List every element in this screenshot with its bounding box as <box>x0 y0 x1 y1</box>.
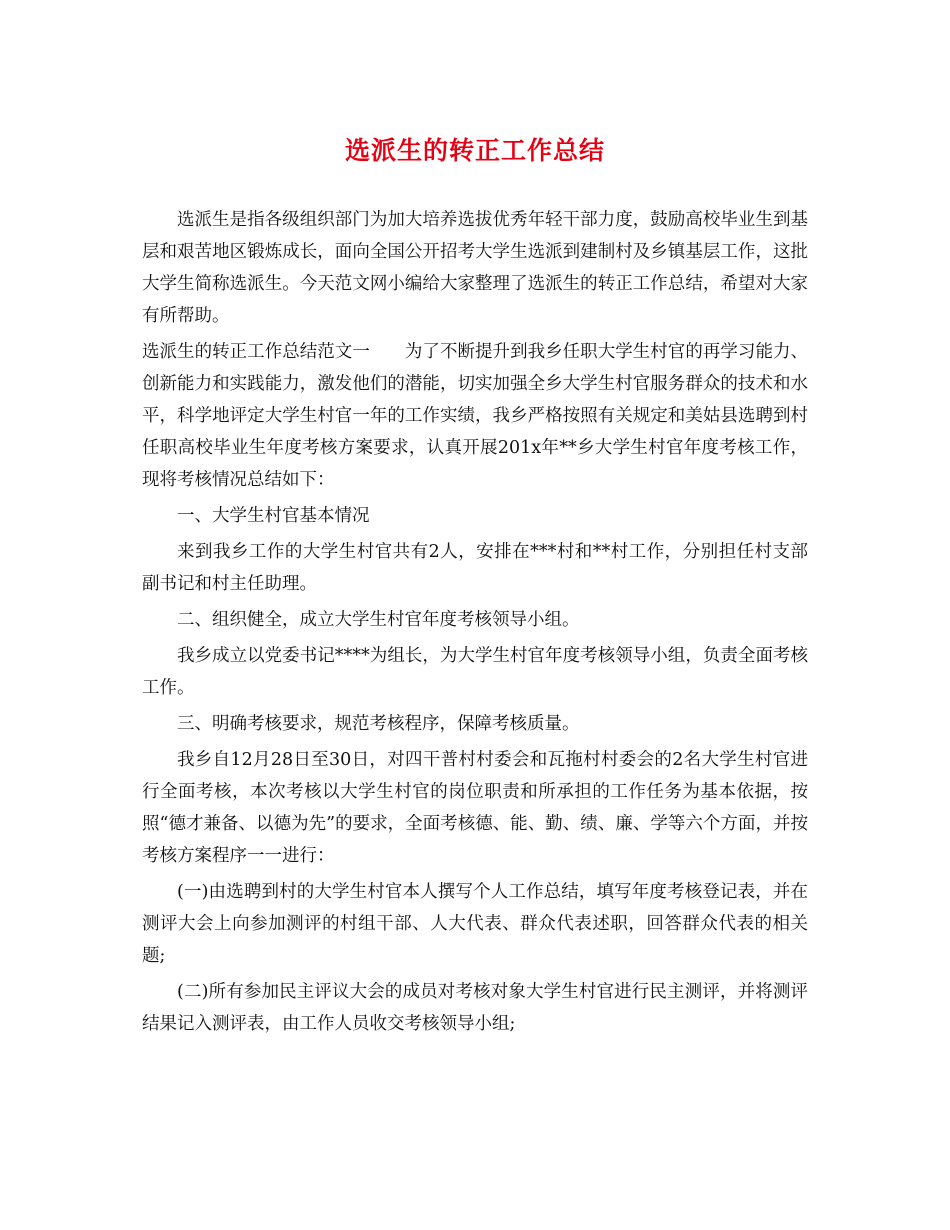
heading-section-one: 一、大学生村官基本情况 <box>177 506 370 526</box>
paragraph-sample-one: 选派生的转正工作总结范文一 为了不断提升到我乡任职大学生村官的再学习能力、创新能力和实践能力，激发他们的潜能，切实加强全乡大学生村官服务群众的技术和水平，科学地评定大学生村官一年的工作实绩，我乡严格按照有关规定和美姑县选聘到村任职高校毕业生年度考核方案要求，认真开展201x年**乡大学生村官年度考核工作，现将考核情况总结如下： <box>142 342 808 490</box>
paragraph-assessment: 我乡自12月28日至30日，对四干普村村委会和瓦拖村村委会的2名大学生村官进行全面考核，本次考核以大学生村官的岗位职责和所承担的工作任务为基本依据，按照“德才兼备、以德为先”的要求，全面考核德、能、勤、绩、廉、学等六个方面，并按考核方案程序一一进行： <box>142 750 808 866</box>
heading-section-three: 三、明确考核要求，规范考核程序，保障考核质量。 <box>177 714 580 734</box>
document-body <box>142 204 808 1044</box>
paragraph-intro: 选派生是指各级组织部门为加大培养选拔优秀年轻干部力度，鼓励高校毕业生到基层和艰苦地区锻炼成长，面向全国公开招考大学生选派到建制村及乡镇基层工作，这批大学生简称选派生。今天范文网小编给大家整理了选派生的转正工作总结，希望对大家有所帮助。 <box>142 210 808 326</box>
paragraph-basic-info: 来到我乡工作的大学生村官共有2人，安排在***村和**村工作，分别担任村支部副书记和村主任助理。 <box>142 542 808 594</box>
paragraph-leadership-group: 我乡成立以党委书记****为组长，为大学生村官年度考核领导小组，负责全面考核工作。 <box>142 646 808 698</box>
paragraph-step-two: (二)所有参加民主评议大会的成员对考核对象大学生村官进行民主测评，并将测评结果记入测评表，由工作人员收交考核领导小组; <box>142 982 808 1034</box>
paragraph-step-one: (一)由选聘到村的大学生村官本人撰写个人工作总结，填写年度考核登记表，并在测评大会上向参加测评的村组干部、人大代表、群众代表述职，回答群众代表的相关题; <box>142 882 808 966</box>
document-title: 选派生的转正工作总结 <box>344 136 605 165</box>
heading-section-two: 二、组织健全，成立大学生村官年度考核领导小组。 <box>177 610 580 630</box>
